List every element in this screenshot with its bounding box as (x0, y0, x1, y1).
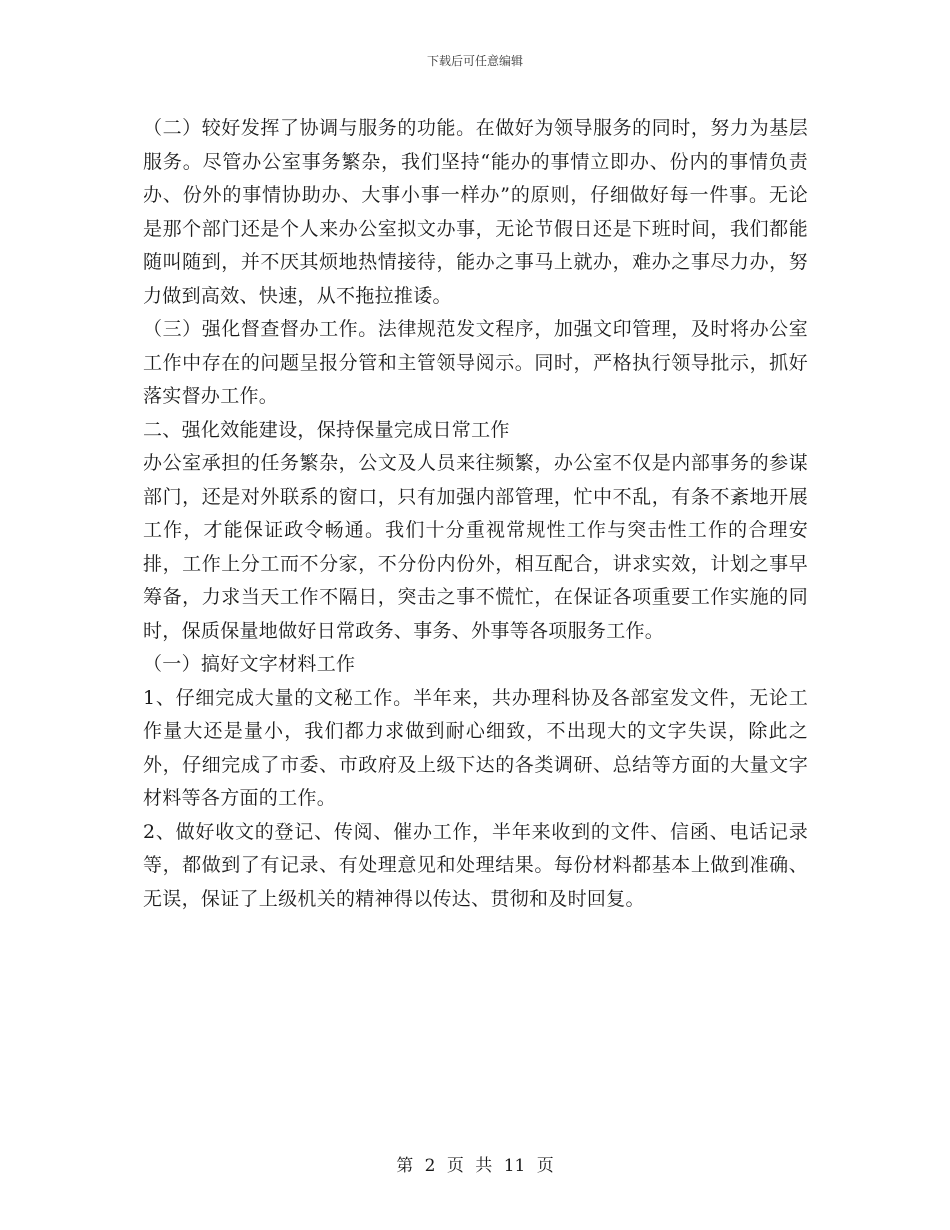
section-heading-efficiency: 二、强化效能建设，保持保量完成日常工作 (143, 418, 510, 441)
subsection-heading-written-materials: （一）搞好文字材料工作 (143, 653, 356, 675)
page-number: 第 2 页 共 11 页 (396, 1156, 554, 1176)
paragraph-daily-work: 办公室承担的任务繁杂，公文及人员来往频繁，办公室不仅是内部事务的参谋部门，还是对外联系的窗口，只有加强内部管理，忙中不乱，有条不紊地开展工作，才能保证政令畅通。我们十分重视常规性工作与突击性工作的合理安排，工作上分工而不分家，不分份内份外，相互配合，讲求实效，计划之事早筹备，力求当天工作不隔日，突击之事不慌忙，在保证各项重要工作实施的同时，保质保量地做好日常政务、事务、外事等各项服务工作。 (143, 452, 808, 642)
document-body (143, 112, 808, 916)
paragraph-secretarial-work: 1、仔细完成大量的文秘工作。半年来，共办理科协及各部室发文件，无论工作量大还是量小，我们都力求做到耐心细致，不出现大的文字失误，除此之外，仔细完成了市委、市政府及上级下达的各类调研、总结等方面的大量文字材料等各方面的工作。 (143, 686, 808, 809)
page-header-note: 下载后可任意编辑 (426, 54, 523, 68)
paragraph-coordination-service: （二）较好发挥了协调与服务的功能。在做好为领导服务的同时，努力为基层服务。尽管办公室事务繁杂，我们坚持“能办的事情立即办、份内的事情负责办、份外的事情协助办、大事小事一样办”的原则，仔细做好每一件事。无论是那个部门还是个人来办公室拟文办事，无论节假日还是下班时间，我们都能随叫随到，并不厌其烦地热情接待，能办之事马上就办，难办之事尽力办，努力做到高效、快速，从不拖拉推诿。 (143, 117, 808, 307)
paragraph-document-registration: 2、做好收文的登记、传阅、催办工作，半年来收到的文件、信函、电话记录等，都做到了有记录、有处理意见和处理结果。每份材料都基本上做到准确、无误，保证了上级机关的精神得以传达、贯彻和及时回复。 (143, 820, 808, 910)
paragraph-supervision: （三）强化督查督办工作。法律规范发文程序，加强文印管理，及时将办公室工作中存在的问题呈报分管和主管领导阅示。同时，严格执行领导批示，抓好落实督办工作。 (143, 318, 808, 407)
